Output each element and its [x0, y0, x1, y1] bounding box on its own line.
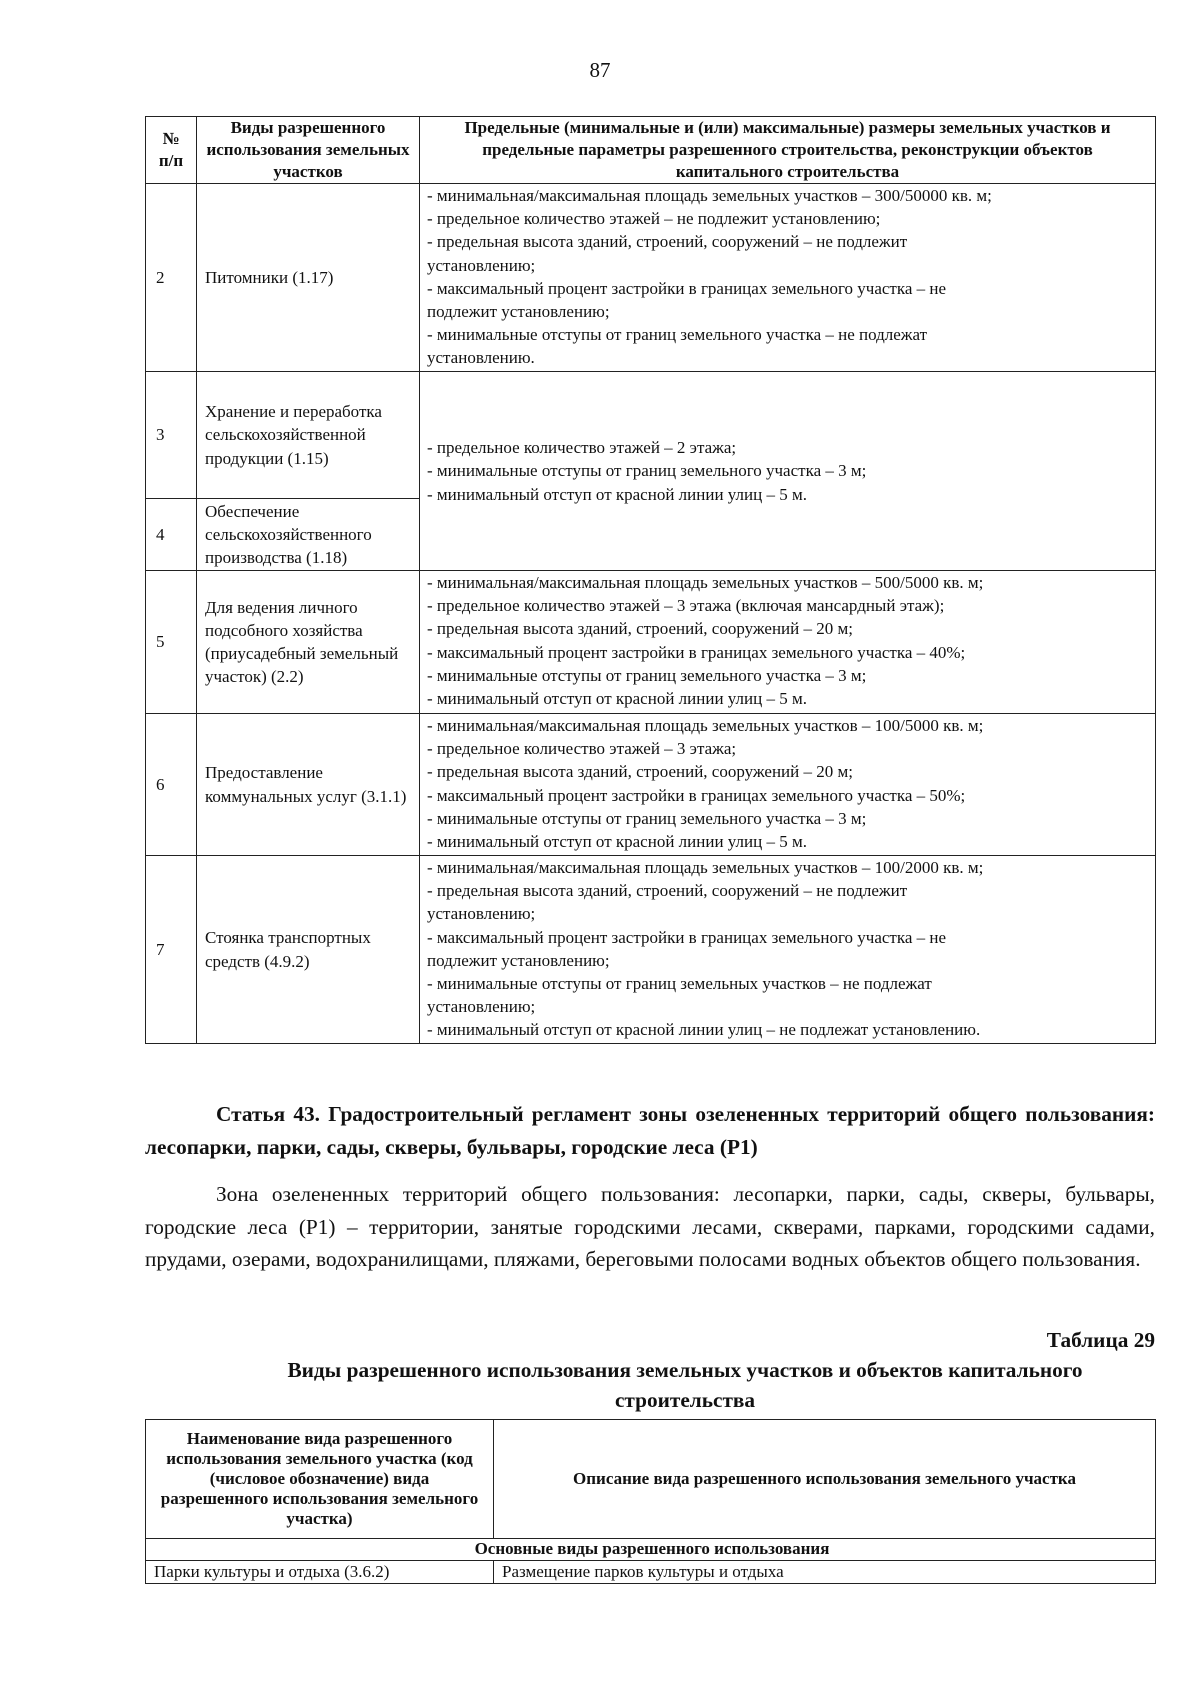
param-line: - предельная высота зданий, строений, сооружений – не подлежит	[427, 881, 908, 901]
row-use-name: Обеспечение сельскохозяйственного производства (1.18)	[197, 499, 420, 571]
row-use-name: Стоянка транспортных средств (4.9.2)	[197, 856, 420, 1044]
permitted-uses-table	[145, 1419, 1156, 1584]
param-line: - предельное количество этажей – не подлежит установлению;	[427, 209, 881, 229]
page-number: 87	[589, 58, 611, 82]
param-line: установлению;	[427, 997, 536, 1017]
row-use-name: Для ведения личного подсобного хозяйства (приусадебный земельный участок) (2.2)	[197, 571, 420, 714]
table-header-row	[146, 117, 1156, 184]
param-line: - минимальные отступы от границ земельного участка – не подлежат	[427, 325, 928, 345]
table-row	[146, 184, 1156, 372]
param-line: - предельная высота зданий, строений, сооружений – не подлежит	[427, 232, 908, 252]
use-name-cell: Парки культуры и отдыха (3.6.2)	[146, 1561, 494, 1584]
param-line: - минимальный отступ от красной линии улиц – 5 м.	[427, 484, 807, 504]
table-title: Виды разрешенного использования земельных участков и объектов капитального строительства	[287, 1358, 1083, 1412]
param-line: - максимальный процент застройки в границах земельного участка – не	[427, 927, 947, 947]
param-line: установлению;	[427, 255, 536, 275]
header-description: Описание вида разрешенного использования земельного участка	[494, 1420, 1156, 1539]
param-line: установлению;	[427, 904, 536, 924]
section-title: Основные виды разрешенного использования	[146, 1539, 1156, 1561]
param-line: установлению.	[427, 348, 535, 368]
table-header-row	[146, 1420, 1156, 1539]
row-use-name: Предоставление коммунальных услуг (3.1.1)	[197, 714, 420, 856]
param-line: - максимальный процент застройки в границах земельного участка – 50%;	[427, 785, 966, 805]
row-use-name: Хранение и переработка сельскохозяйственной продукции (1.15)	[197, 372, 420, 499]
row-number: 5	[146, 571, 197, 714]
row-params	[420, 184, 1156, 372]
header-num: № п/п	[146, 117, 197, 184]
table-label: Таблица 29	[1046, 1328, 1155, 1352]
row-params-merged	[420, 372, 1156, 571]
article-paragraph: Зона озелененных территорий общего пользования: лесопарки, парки, сады, скверы, бульвары, городские леса (Р1) – территории, занятые городскими лесами, скверами, парками, городскими садами, прудами, озерами, водохранилищами, пляжами, береговыми полосами водных объектов общего пользования.	[145, 1182, 1155, 1271]
row-number: 3	[146, 372, 197, 499]
row-number: 4	[146, 499, 197, 571]
param-line: - минимальная/максимальная площадь земельных участков – 100/5000 кв. м;	[427, 716, 984, 735]
param-line: - минимальный отступ от красной линии улиц – не подлежат установлению.	[427, 1020, 981, 1040]
param-line: - минимальные отступы от границ земельных участков – не подлежат	[427, 974, 932, 994]
row-number: 7	[146, 856, 197, 1044]
param-line: подлежит установлению;	[427, 302, 610, 322]
param-line: - минимальный отступ от красной линии улиц – 5 м.	[427, 832, 807, 852]
row-number: 2	[146, 184, 197, 372]
table-row	[146, 856, 1156, 1044]
param-line: - предельное количество этажей – 3 этажа;	[427, 739, 737, 759]
param-line: - минимальный отступ от красной линии улиц – 5 м.	[427, 689, 807, 709]
param-line: - предельная высота зданий, строений, сооружений – 20 м;	[427, 762, 853, 782]
header-use-name: Наименование вида разрешенного использования земельного участка (код (числовое обозначение) вида разрешенного использования земельного участка)	[146, 1420, 494, 1539]
param-line: - минимальная/максимальная площадь земельных участков – 100/2000 кв. м;	[427, 858, 984, 877]
param-line: - предельное количество этажей – 3 этажа (включая мансардный этаж);	[427, 596, 945, 616]
table-row	[146, 1561, 1156, 1584]
param-line: - минимальные отступы от границ земельного участка – 3 м;	[427, 665, 867, 685]
table-row	[146, 571, 1156, 714]
header-params: Предельные (минимальные и (или) максимальные) размеры земельных участков и предельные параметры разрешенного строительства, реконструкции объектов капитального строительства	[420, 117, 1156, 184]
table-row	[146, 714, 1156, 856]
row-params	[420, 571, 1156, 714]
row-params	[420, 856, 1156, 1044]
param-line: - минимальная/максимальная площадь земельных участков – 300/50000 кв. м;	[427, 186, 992, 205]
param-line: - минимальная/максимальная площадь земельных участков – 500/5000 кв. м;	[427, 573, 984, 592]
row-params	[420, 714, 1156, 856]
param-line: - предельное количество этажей – 2 этажа;	[427, 438, 737, 458]
param-line: - максимальный процент застройки в границах земельного участка – не	[427, 278, 947, 298]
article-heading: Статья 43. Градостроительный регламент зоны озелененных территорий общего пользования: лесопарки, парки, сады, скверы, бульвары, городские леса (Р1)	[145, 1102, 1155, 1159]
param-line: подлежит установлению;	[427, 950, 610, 970]
header-use: Виды разрешенного использования земельных участков	[197, 117, 420, 184]
param-line: - минимальные отступы от границ земельного участка – 3 м;	[427, 461, 867, 481]
row-number: 6	[146, 714, 197, 856]
section-row	[146, 1539, 1156, 1561]
row-use-name: Питомники (1.17)	[197, 184, 420, 372]
land-use-parameters-table	[145, 116, 1156, 1044]
param-line: - минимальные отступы от границ земельного участка – 3 м;	[427, 808, 867, 828]
table-row	[146, 372, 1156, 499]
param-line: - предельная высота зданий, строений, сооружений – 20 м;	[427, 619, 853, 639]
param-line: - максимальный процент застройки в границах земельного участка – 40%;	[427, 642, 966, 662]
use-description-cell: Размещение парков культуры и отдыха	[494, 1561, 1156, 1584]
